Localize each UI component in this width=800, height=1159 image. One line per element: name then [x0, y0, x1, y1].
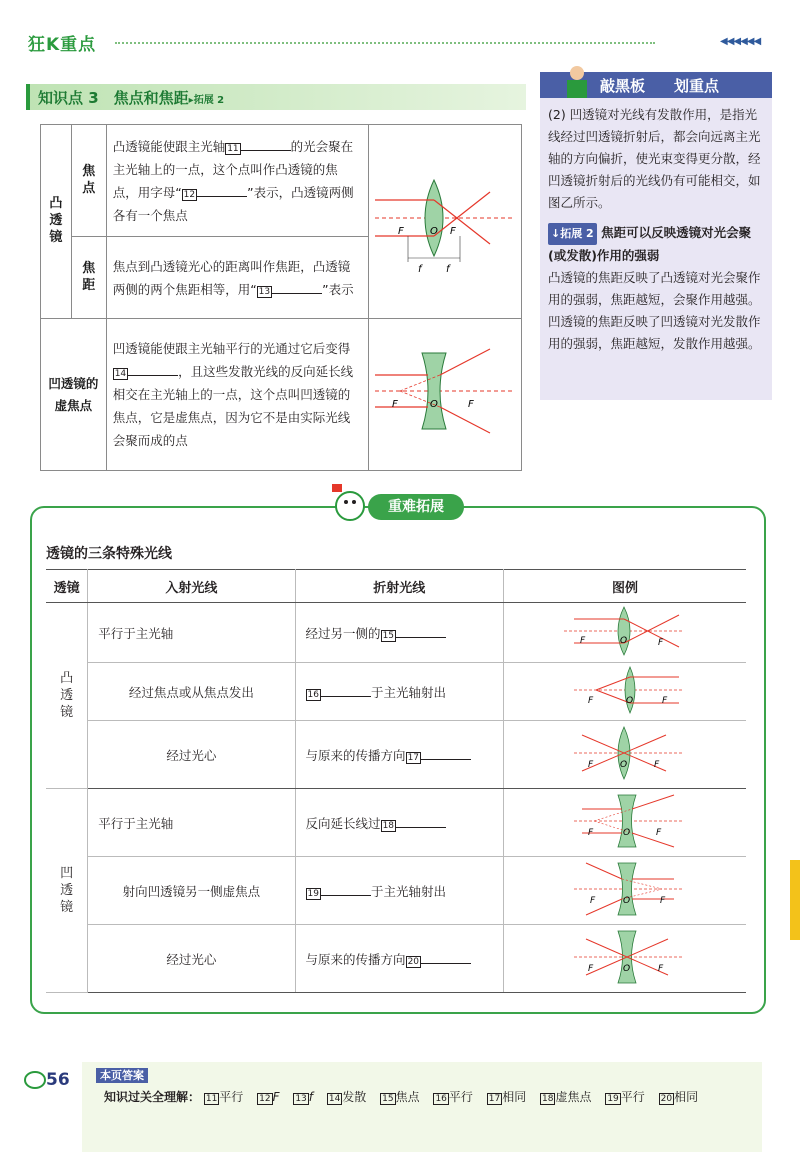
svg-text:F: F	[590, 896, 596, 906]
extension-tag: 重难拓展	[368, 494, 464, 520]
col-incident: 入射光线	[88, 570, 295, 603]
section-ext-tag: ▸拓展 2	[188, 95, 225, 106]
page-number: 56	[24, 1070, 70, 1090]
section-title: 知识点 3 焦点和焦距▸拓展 2	[38, 89, 225, 107]
concave-focus-label: 凹透镜的虚焦点	[41, 319, 107, 471]
table-row-incident: 经过光心	[88, 925, 295, 993]
answers-panel	[82, 1062, 762, 1152]
svg-text:F: F	[580, 636, 586, 646]
sidebar-box	[540, 98, 772, 400]
brand-logo: 狂K重点	[28, 35, 97, 55]
header-divider	[115, 42, 655, 44]
convex-group-label: 凸透镜	[46, 603, 88, 789]
answer-item: 16 平行	[435, 1090, 473, 1104]
table-row-refracted: 与原来的传播方向 20	[295, 925, 503, 993]
svg-text:F: F	[660, 896, 666, 906]
figure-convex-focus	[504, 663, 746, 721]
answers-label: 知识过关全理解：	[104, 1090, 201, 1104]
answer-item: 17 相同	[488, 1090, 527, 1104]
svg-text:F: F	[658, 638, 664, 648]
table-row-refracted: 16 于主光轴射出	[295, 663, 503, 721]
sidebar-note: (2) 凹透镜对光线有发散作用，是指光线经过凹透镜折射后，都会向远离主光轴的方向偏折，使光束变得更分散，经凹透镜折射后的光线仍有可能相交，如图乙所示。	[548, 107, 761, 210]
fig-O: O	[429, 226, 438, 237]
ext-badge: ↓拓展 2	[548, 223, 597, 245]
convex-label: 凸透镜	[41, 125, 72, 319]
svg-text:F: F	[654, 760, 660, 770]
answers-heading: 本页答案	[96, 1068, 148, 1083]
answer-item: 15 焦点	[382, 1090, 420, 1104]
mascot-icon	[326, 478, 370, 522]
fig-F-right: F	[449, 226, 456, 237]
header-arrows-icon: ◀◀◀◀◀◀	[720, 36, 761, 47]
page-edge-tab	[790, 860, 800, 940]
table-row-refracted: 与原来的传播方向 17	[295, 721, 503, 789]
page-ring-icon	[24, 1071, 46, 1089]
answer-item: 12 F	[259, 1090, 280, 1104]
focus-table	[40, 124, 522, 470]
concave-focus-definition: 凹透镜能使跟主光轴平行的光通过它后变得14 ，且这些发散光线的反向延长线相交在主光轴上的一点，这个点叫凹透镜的焦点，它是虚焦点，因为它不是由实际光线会聚而成的点	[106, 319, 368, 471]
svg-text:F: F	[656, 828, 662, 838]
fig-f-left: f	[417, 264, 422, 275]
table-row-incident: 平行于主光轴	[88, 603, 295, 663]
sidebar-title-board: 敲黑板	[600, 77, 646, 95]
fig-O: O	[429, 399, 438, 410]
svg-text:O: O	[626, 696, 634, 706]
answer-item: 18 虚焦点	[542, 1090, 592, 1104]
teacher-icon	[562, 64, 592, 98]
svg-text:F: F	[588, 964, 594, 974]
col-refracted: 折射光线	[295, 570, 503, 603]
ext-title: 焦距可以反映透镜对光会聚(或发散)作用的强弱	[548, 225, 752, 263]
convex-focus-figure	[368, 125, 521, 319]
sidebar-title-key: 划重点	[674, 77, 720, 95]
concave-group-label: 凹透镜	[46, 789, 88, 993]
sidebar-header	[540, 72, 772, 98]
figure-concave-parallel	[504, 789, 746, 857]
focus-label: 焦点	[71, 125, 106, 237]
convex-focus-diagram	[370, 138, 520, 298]
answer-item: 14 发散	[328, 1090, 367, 1104]
table-row-incident: 经过光心	[88, 721, 295, 789]
fig-F-left: F	[397, 226, 404, 237]
svg-text:O: O	[623, 964, 631, 974]
col-lens: 透镜	[46, 570, 88, 603]
svg-text:O: O	[620, 760, 628, 770]
answer-item: 13 f	[295, 1090, 314, 1104]
svg-text:F: F	[588, 828, 594, 838]
svg-text:O: O	[623, 896, 631, 906]
fig-F-right: F	[467, 399, 474, 410]
figure-concave-virtual-focus	[504, 857, 746, 925]
focus-definition: 凸透镜能使跟主光轴 11 的光会聚在主光轴上的一点，这个点叫作凸透镜的焦点，用字母“ 12 ”表示，凸透镜两侧各有一个焦点	[106, 125, 368, 237]
svg-text:F: F	[588, 760, 594, 770]
svg-text:F: F	[662, 696, 668, 706]
svg-text:F: F	[588, 696, 594, 706]
sidebar-ext-heading	[540, 214, 772, 267]
figure-convex-parallel	[504, 603, 746, 663]
special-rays-table	[46, 569, 746, 993]
svg-text:O: O	[623, 828, 631, 838]
focal-length-definition: 焦点到凸透镜光心的距离叫作焦距，凸透镜两侧的两个焦距相等，用“ 13 ”表示	[106, 237, 368, 319]
answers-line	[104, 1088, 708, 1105]
sidebar-ext-text: 凸透镜的焦距反映了凸透镜对光会聚作用的强弱，焦距越短，会聚作用越强。凹透镜的焦距反映了凹透镜对光发散作用的强弱，焦距越短，发散作用越强。	[548, 270, 761, 351]
table-row-refracted: 19 于主光轴射出	[295, 857, 503, 925]
concave-focus-figure	[368, 319, 521, 471]
table-row-refracted: 经过另一侧的 15	[295, 603, 503, 663]
fig-F-left: F	[391, 399, 398, 410]
answer-item: 20 相同	[660, 1090, 699, 1104]
figure-convex-center	[504, 721, 746, 789]
figure-concave-center	[504, 925, 746, 993]
concave-focus-diagram	[370, 331, 520, 451]
table-row-refracted: 反向延长线过 18	[295, 789, 503, 857]
table-row-incident: 射向凹透镜另一侧虚焦点	[88, 857, 295, 925]
answer-item: 19 平行	[607, 1090, 645, 1104]
answer-item: 11 平行	[205, 1090, 244, 1104]
svg-text:O: O	[620, 636, 628, 646]
table-row-incident: 平行于主光轴	[88, 789, 295, 857]
col-figure: 图例	[504, 570, 746, 603]
focal-length-label: 焦距	[71, 237, 106, 319]
extension-title: 透镜的三条特殊光线	[46, 546, 172, 562]
svg-text:F: F	[658, 964, 664, 974]
fig-f-right: f	[445, 264, 450, 275]
section-header	[26, 84, 526, 110]
table-row-incident: 经过焦点或从焦点发出	[88, 663, 295, 721]
